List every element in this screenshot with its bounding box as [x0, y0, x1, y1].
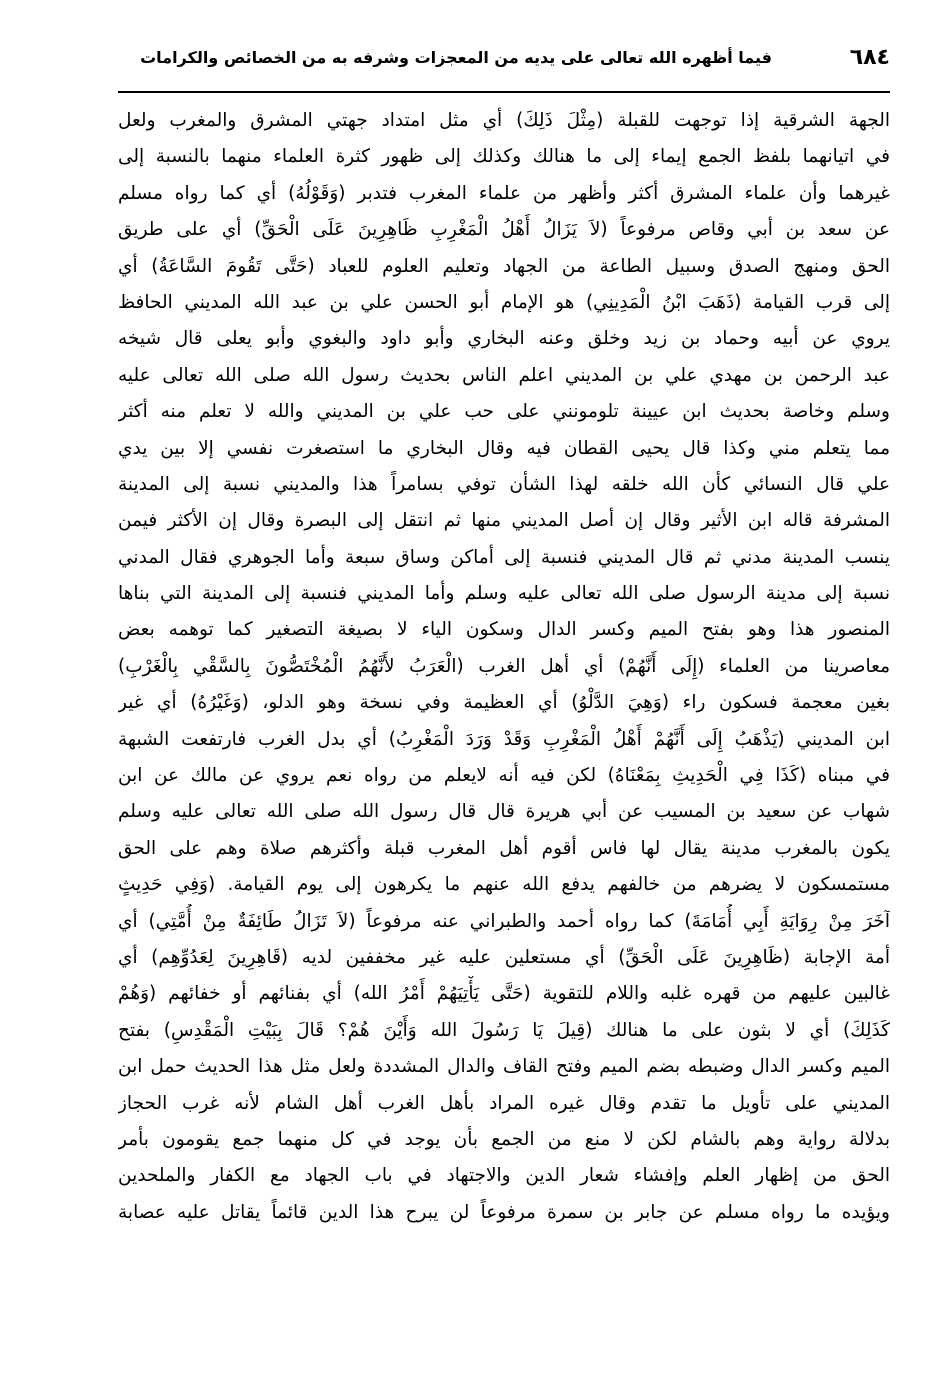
- text-line: يكون بالمغرب مدينة يقال لها فاس أقوم أهل المغرب قبلة وأكثرهم صلاة وهم على الحق: [118, 837, 890, 859]
- text-line: معاصرينا من العلماء (إِلَى أَنَّهُمْ) أي أهل الغرب (الْعَرَبُ لأَنَّهُمُ الْمُخْتَصُّونَ بِالسَّقْي بِالْغَرْبِ): [118, 655, 890, 677]
- running-title: فيما أظهره الله تعالى على يديه من المعجزات وشرفه به من الخصائص والكرامات: [140, 48, 772, 67]
- text-line: ابن المديني (يَذْهَبُ إِلَى أَنَّهُمْ أَهْلُ الْمَغْرِبِ وَقَدْ وَرَدَ الْمَغْرِبُ) أي بدل الغرب فارتفعت الشبهة: [118, 728, 890, 750]
- text-line: بدلالة رواية وهم بالشام لكن لا منع من الجمع بأن يوجد في كل منهما جمع يقومون بأمر: [118, 1128, 890, 1150]
- body-text: [118, 103, 890, 1231]
- text-line: الحق من إظهار العلم وإفشاء شعار الدين والاجتهاد في باب الجهاد مع الكفار والملحدين: [118, 1165, 890, 1187]
- text-line: بغين معجمة فسكون راء (وَهِيَ الدَّلْوُ) أي العظيمة وفي نسخة وهو الدلو، (وَغَيْرُهُ) أي غير: [118, 692, 890, 714]
- text-line: المديني على تأويل ما تقدم وقال غيره المراد بأهل الغرب أهل الشام لأنه غرب الحجاز: [118, 1092, 890, 1114]
- text-line: مما يتعلم مني وكذا قال يحيى القطان فيه وقال البخاري ما استصغرت نفسي إلا بين يدي: [118, 437, 890, 459]
- text-line: عن سعد بن أبي وقاص مرفوعاً (لاَ يَزَالُ أَهْلُ الْمَغْرِبِ ظَاهِرِينَ عَلَى الْحَقِّ) أي على طريق: [118, 219, 890, 241]
- text-line: الميم وكسر الدال وضبطه بضم الميم وفتح القاف والدال المشددة ولعل مثل هذا الحديث حمل ابن: [118, 1056, 890, 1078]
- page-number: ٦٨٤: [849, 45, 890, 70]
- text-line: آخَرَ مِنْ رِوَايَةِ أَبِي أُمَامَةَ) كما رواه أحمد والطبراني عنه مرفوعاً (لاَ تَزَالُ طَائِفَةٌ مِنْ أُمَّتِي) أي: [118, 910, 890, 932]
- text-line: ويؤيده ما رواه مسلم عن جابر بن سمرة مرفوعاً لن يبرح هذا الدين قائماً يقاتل عليه عصابة: [118, 1201, 890, 1223]
- text-line: المنصور هذا وهو بفتح الميم وكسر الدال وسكون الياء لا بصيغة التصغير كما توهمه بعض: [118, 619, 890, 641]
- text-line: في مبناه (كَذَا فِي الْحَدِيثِ بِمَعْنَاهُ) لكن فيه أنه لايعلم من رواه نعم يروي عن مالك عن ابن: [118, 765, 890, 787]
- text-line: كَذَلِكَ) أي لا بثون على ما هنالك (قِيلَ يَا رَسُولَ الله وَأَيْنَ هُمْ؟ قَالَ بِبَيْتِ الْمَقْدِسِ) بفتح: [118, 1019, 890, 1041]
- text-line: غالبين عليهم من قهره غلبه واللام للتقوية (حَتَّى يَأْتِيَهُمْ أَمْرُ الله) أي بفنائهم أو خفائهم (وَهُمْ: [118, 983, 890, 1005]
- text-line: يروي عن أبيه وحماد بن زيد وخلق وعنه البخاري وأبو داود والبغوي وأبو يعلى قال شيخه: [118, 328, 890, 350]
- text-line: المشرفة قاله ابن الأثير وقال إن أصل المديني منها ثم انتقل إلى البصرة وقال إن الأكثر فيمن: [118, 510, 890, 532]
- text-line: شهاب عن سعيد بن المسيب عن أبي هريرة قال قال رسول الله صلى الله تعالى عليه وسلم: [118, 801, 890, 823]
- text-line: مستمسكون لا يضرهم من خالفهم يدفع الله عنهم ما يكرهون إلى يوم القيامة. (وَفِي حَدِيثٍ: [118, 874, 890, 896]
- text-line: في اتيانهما بلفظ الجمع إيماء إلى ما هنالك وكذلك إلى ظهور كثرة العلماء منهما بالنسبة إلى: [118, 146, 890, 168]
- text-line: وسلم وخاصة بحديث ابن عيينة تلومونني على حب علي بن المديني والله لا تعلم منه أكثر: [118, 401, 890, 423]
- text-line: غيرهما وأن علماء المشرق أكثر وأظهر من علماء المغرب فتدبر (وَقَوْلُهُ) أي كما رواه مسلم: [118, 182, 890, 204]
- text-line: علي قال النسائي كأن الله خلقه لهذا الشأن توفي بسامراً هذا والمديني نسبة إلى المدينة: [118, 473, 890, 495]
- header-rule: [118, 91, 890, 93]
- text-line: نسبة إلى مدينة الرسول صلى الله تعالى عليه وسلم وأما المديني فنسبة إلى المدينة التي بناها: [118, 583, 890, 605]
- text-line: الحق ومنهج الصدق وسبيل الطاعة من الجهاد وتعليم العلوم للعباد (حَتَّى تَقُومَ السَّاعَةُ) أي: [118, 255, 890, 277]
- text-line: عبد الرحمن بن مهدي علي بن المديني اعلم الناس بحديث رسول الله صلى الله تعالى عليه: [118, 364, 890, 386]
- text-line: ينسب المدينة مدني ثم قال المديني فنسبة إلى أماكن وساق سبعة وأما الجوهري فقال المدني: [118, 546, 890, 568]
- text-line: إلى قرب القيامة (ذَهَبَ ابْنُ الْمَدِينِي) هو الإمام أبو الحسن علي بن عبد الله المديني الحافظ: [118, 291, 890, 313]
- running-header: [118, 36, 890, 84]
- text-line: أمة الإجابة (ظَاهِرِينَ عَلَى الْحَقِّ) أي مستعلين عليه غير مخففين لديه (قَاهِرِينَ لِعَدُوِّهِم) أي: [118, 946, 890, 968]
- text-line: الجهة الشرقية إذا توجهت للقبلة (مِثْلَ ذَلِكَ) أي مثل امتداد جهتي المشرق والمغرب ولعل: [118, 110, 890, 131]
